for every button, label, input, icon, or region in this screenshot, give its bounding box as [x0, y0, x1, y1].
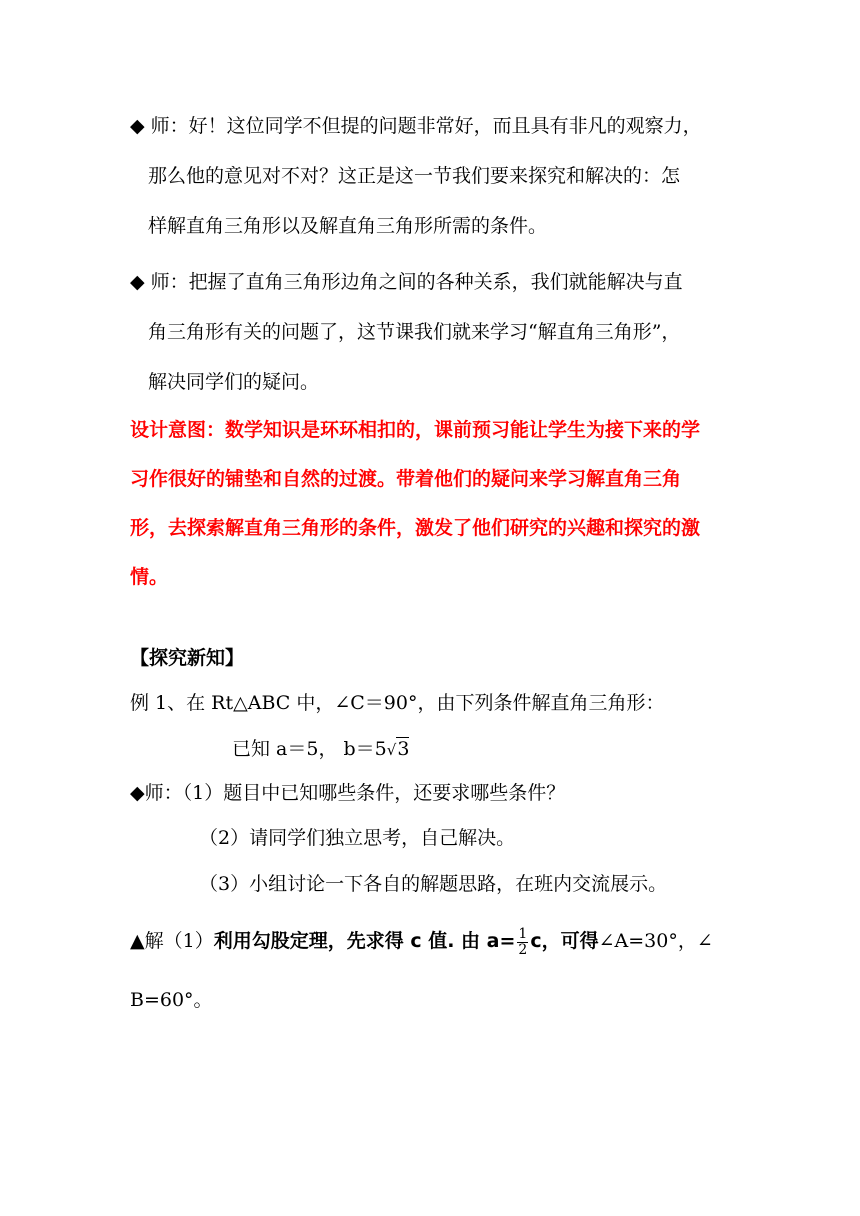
fraction-numerator: 1	[518, 925, 528, 942]
paragraph-1-text-1: 师：好！这位同学不但提的问题非常好，而且具有非凡的观察力，	[150, 115, 702, 137]
sqrt-radicand: 3	[397, 738, 410, 760]
paragraph-2-text-1: 师：把握了直角三角形边角之间的各种关系，我们就能解决与直	[150, 271, 683, 293]
teacher-question-2: （2）请同学们独立思考，自己解决。	[199, 827, 516, 849]
solution-line-1	[130, 926, 730, 958]
design-intent-text-2: 习作很好的铺垫和自然的过渡。带着他们的疑问来学习解直角三角	[130, 468, 682, 490]
solution-after-fraction: c，可得	[530, 930, 599, 952]
solution-bold-text: 利用勾股定理，先求得 c 值. 由 a=	[213, 930, 516, 952]
solution-angle-a: ∠A=30°，∠	[598, 930, 713, 952]
diamond-bullet-icon: ◆	[130, 271, 145, 293]
fraction-one-half	[517, 927, 528, 958]
example-statement: 例 1、在 Rt△ABC 中，∠C＝90°，由下列条件解直角三角形：	[130, 692, 665, 714]
sqrt-icon: √	[386, 741, 397, 759]
teacher-question-1	[130, 778, 565, 805]
design-intent-text-1: 数学知识是环环相扣的，课前预习能让学生为接下来的学	[225, 419, 701, 441]
teacher-paragraph-1	[130, 101, 730, 251]
section-title: 【探究新知】	[130, 647, 245, 669]
paragraph-1-line-3: 样解直角三角形以及解直角三角形所需的条件。	[148, 215, 548, 237]
example-given	[232, 734, 409, 761]
design-intent-line-1	[130, 406, 730, 455]
design-intent-text-3: 形，去探索解直角三角形的条件，激发了他们研究的兴趣和探究的激	[130, 517, 701, 539]
solution-line-2: B=60°。	[130, 989, 213, 1011]
design-intent	[130, 406, 730, 602]
paragraph-2-line-1	[130, 257, 730, 307]
design-intent-label: 设计意图：	[130, 419, 226, 441]
teacher-question-3: （3）小组讨论一下各自的解题思路，在班内交流展示。	[199, 873, 668, 895]
question-1-text: （1）题目中已知哪些条件，还要求哪些条件？	[182, 782, 566, 804]
paragraph-1-line-2: 那么他的意见对不对？这正是这一节我们要来探究和解决的：怎	[148, 165, 681, 187]
paragraph-1-line-1	[130, 101, 730, 151]
given-values: 已知 a＝5， b＝5	[232, 738, 387, 760]
fraction-denominator: 2	[518, 941, 528, 958]
solution-prefix: ▲解（1）	[130, 930, 214, 952]
teacher-bullet: ◆师：	[130, 782, 183, 804]
paragraph-2-line-2: 角三角形有关的问题了，这节课我们就来学习“解直角三角形”，	[148, 321, 681, 343]
diamond-bullet-icon: ◆	[130, 115, 145, 137]
paragraph-2-line-3: 解决同学们的疑问。	[148, 371, 320, 393]
teacher-paragraph-2	[130, 257, 730, 407]
design-intent-text-4: 情。	[130, 566, 169, 588]
